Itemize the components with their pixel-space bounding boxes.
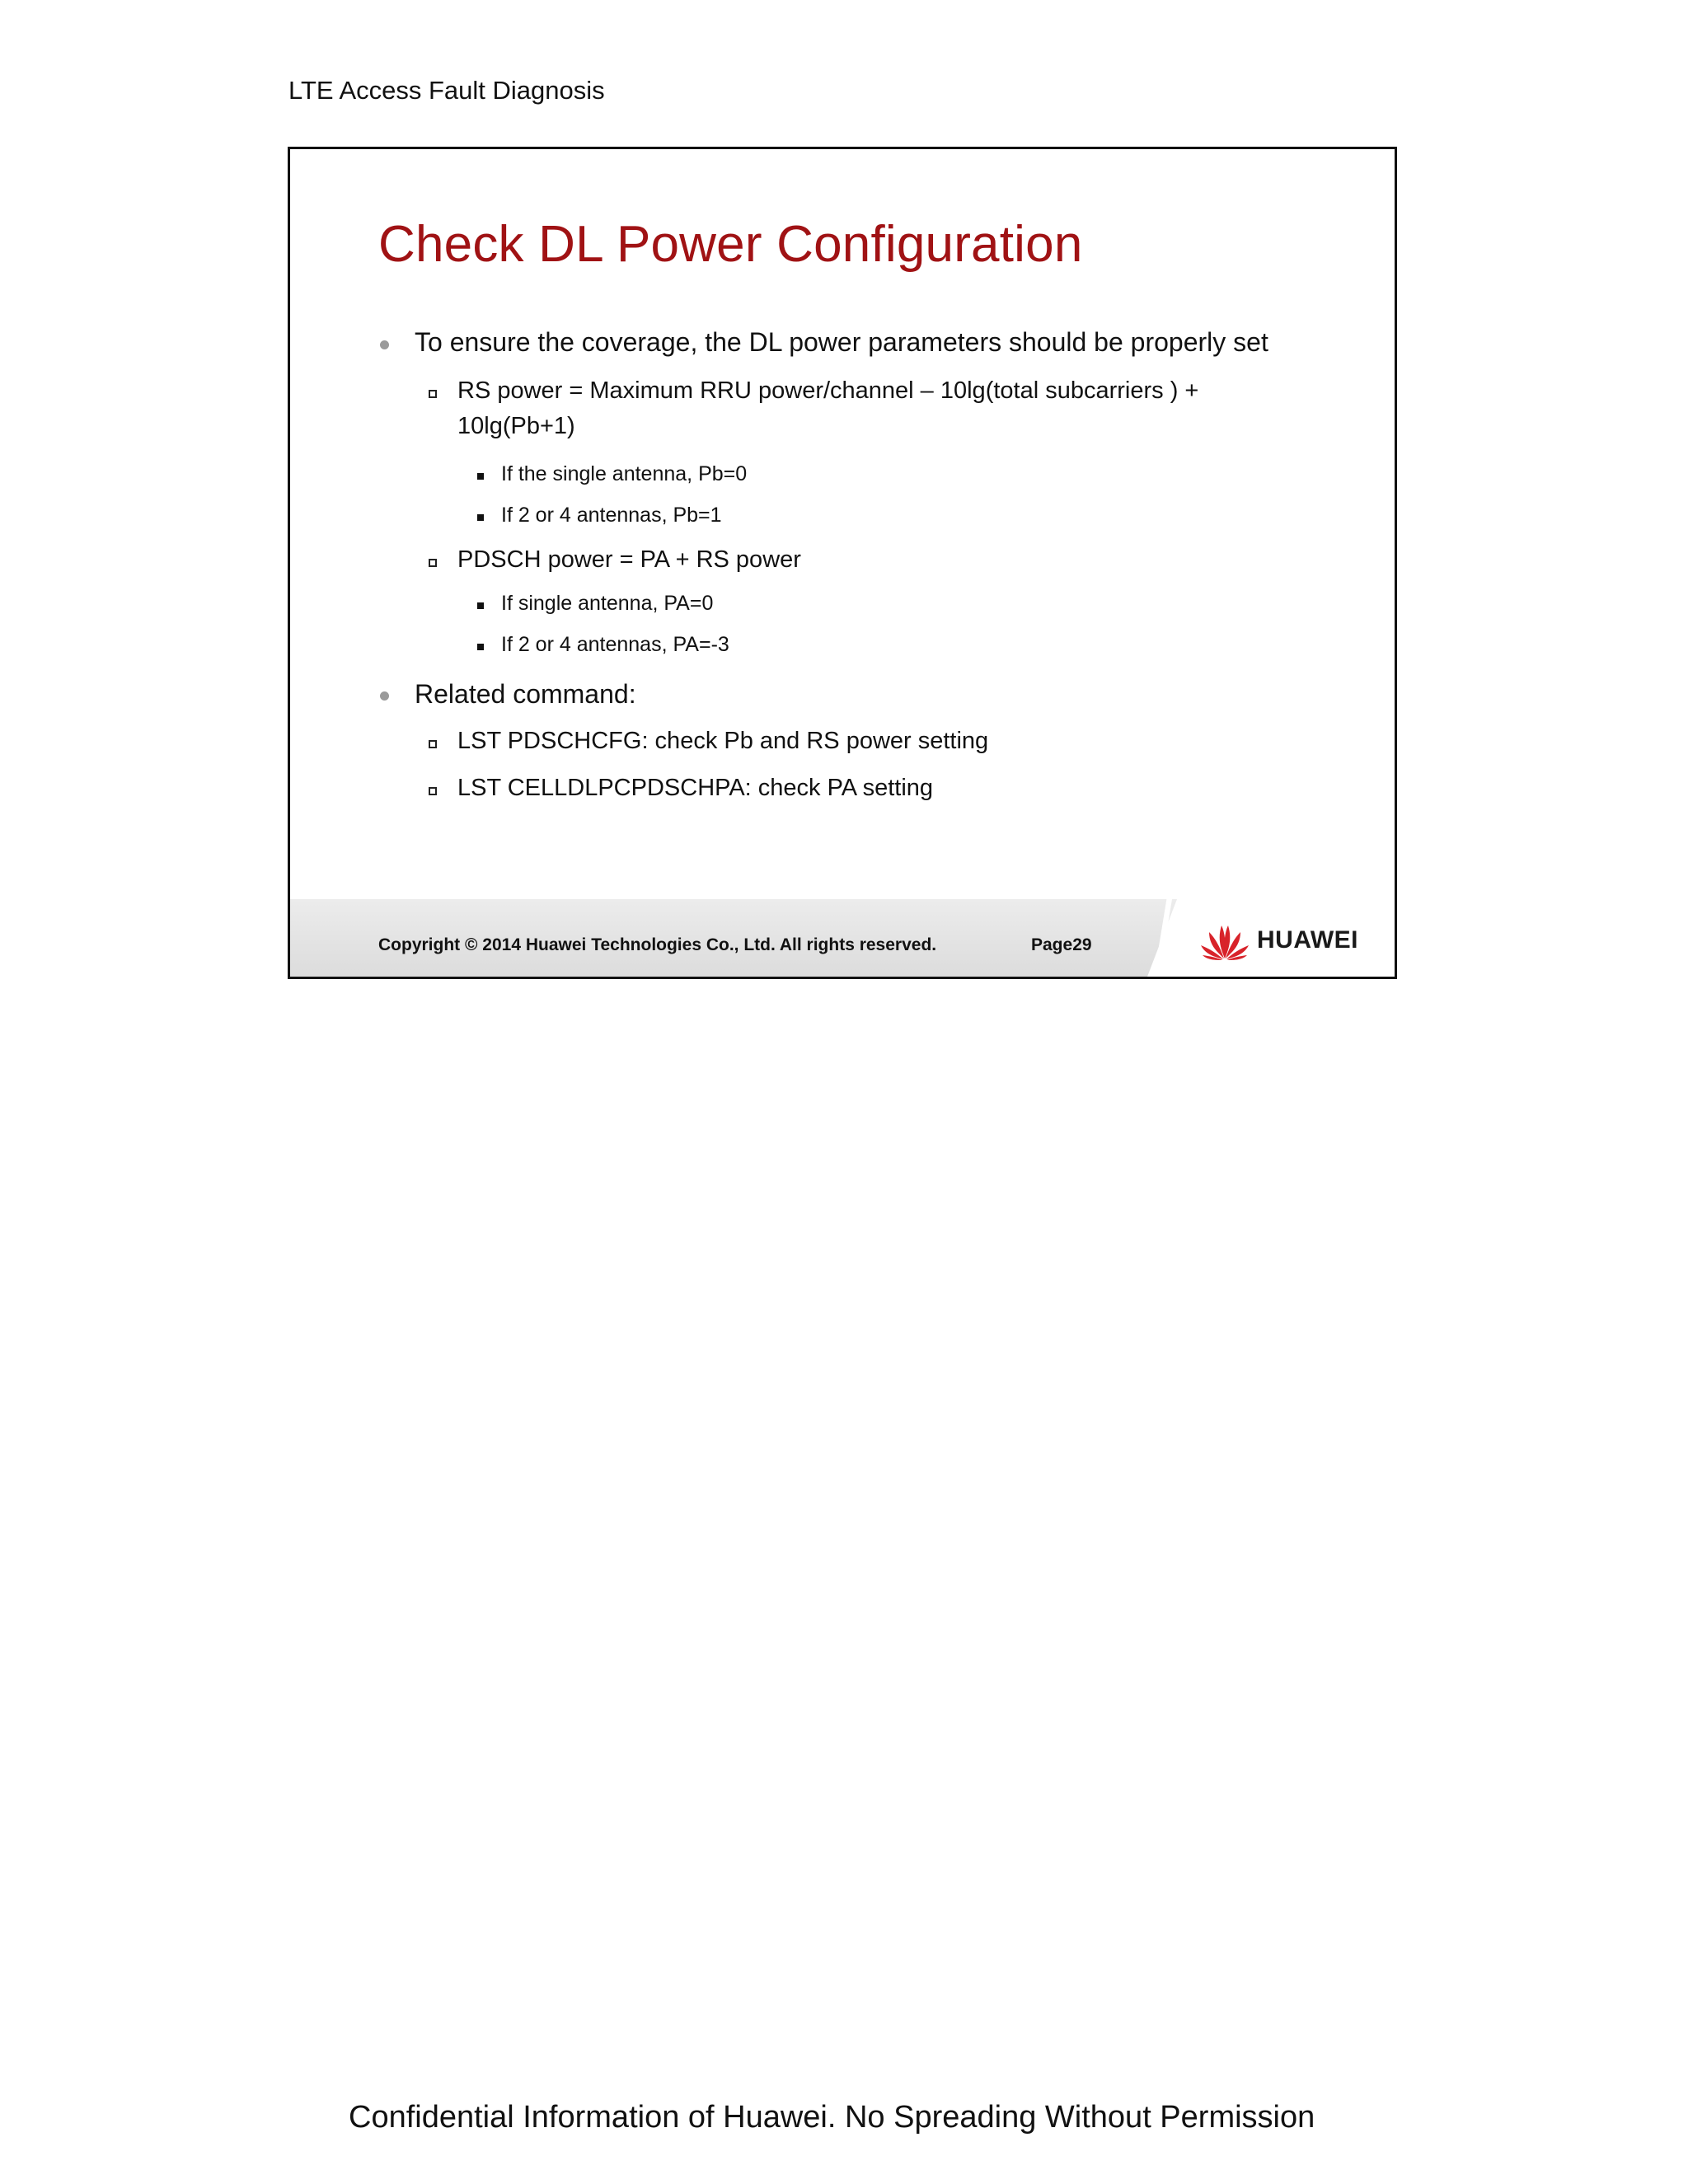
sub-sub-bullet-text: If 2 or 4 antennas, Pb=1 xyxy=(501,504,722,527)
logo-wordmark: HUAWEI xyxy=(1257,926,1358,954)
slide-title: Check DL Power Configuration xyxy=(378,216,1083,273)
sub-sub-bullet-marker xyxy=(477,644,484,650)
sub-sub-bullet-marker xyxy=(477,602,484,609)
huawei-flower-icon xyxy=(1199,921,1250,960)
sub-sub-bullet-text: If single antenna, PA=0 xyxy=(501,592,714,615)
page-number: Page29 xyxy=(1031,935,1092,954)
sub-bullet-marker xyxy=(429,390,437,398)
document-footer: Confidential Information of Huawei. No Spreading Without Permission xyxy=(349,2100,1315,2135)
sub-sub-bullet-marker xyxy=(477,473,484,480)
bullet-text: Related command: xyxy=(415,679,636,709)
sub-bullet-text: RS power = Maximum RRU power/channel – 10lg(total subcarriers ) + xyxy=(457,377,1199,404)
slide-footer xyxy=(290,899,1395,977)
sub-bullet-marker xyxy=(429,740,437,748)
sub-bullet-text: PDSCH power = PA + RS power xyxy=(457,546,801,573)
sub-sub-bullet-text: If the single antenna, Pb=0 xyxy=(501,462,748,485)
bullet-dot xyxy=(380,691,389,701)
bullet-dot xyxy=(380,340,389,349)
sub-bullet-text-continued: 10lg(Pb+1) xyxy=(457,413,575,439)
slide xyxy=(288,147,1397,979)
sub-bullet-text: LST CELLDLPCPDSCHPA: check PA setting xyxy=(457,775,934,801)
sub-bullet-marker xyxy=(429,787,437,795)
document-header: LTE Access Fault Diagnosis xyxy=(288,76,605,105)
sub-sub-bullet-text: If 2 or 4 antennas, PA=-3 xyxy=(501,633,729,656)
bullet-text: To ensure the coverage, the DL power parameters should be properly set xyxy=(415,327,1268,357)
copyright-text: Copyright © 2014 Huawei Technologies Co., Ltd. All rights reserved. xyxy=(378,935,937,954)
sub-bullet-marker xyxy=(429,559,437,567)
sub-sub-bullet-marker xyxy=(477,514,484,521)
sub-bullet-text: LST PDSCHCFG: check Pb and RS power setting xyxy=(457,728,989,754)
huawei-logo xyxy=(1199,921,1358,960)
